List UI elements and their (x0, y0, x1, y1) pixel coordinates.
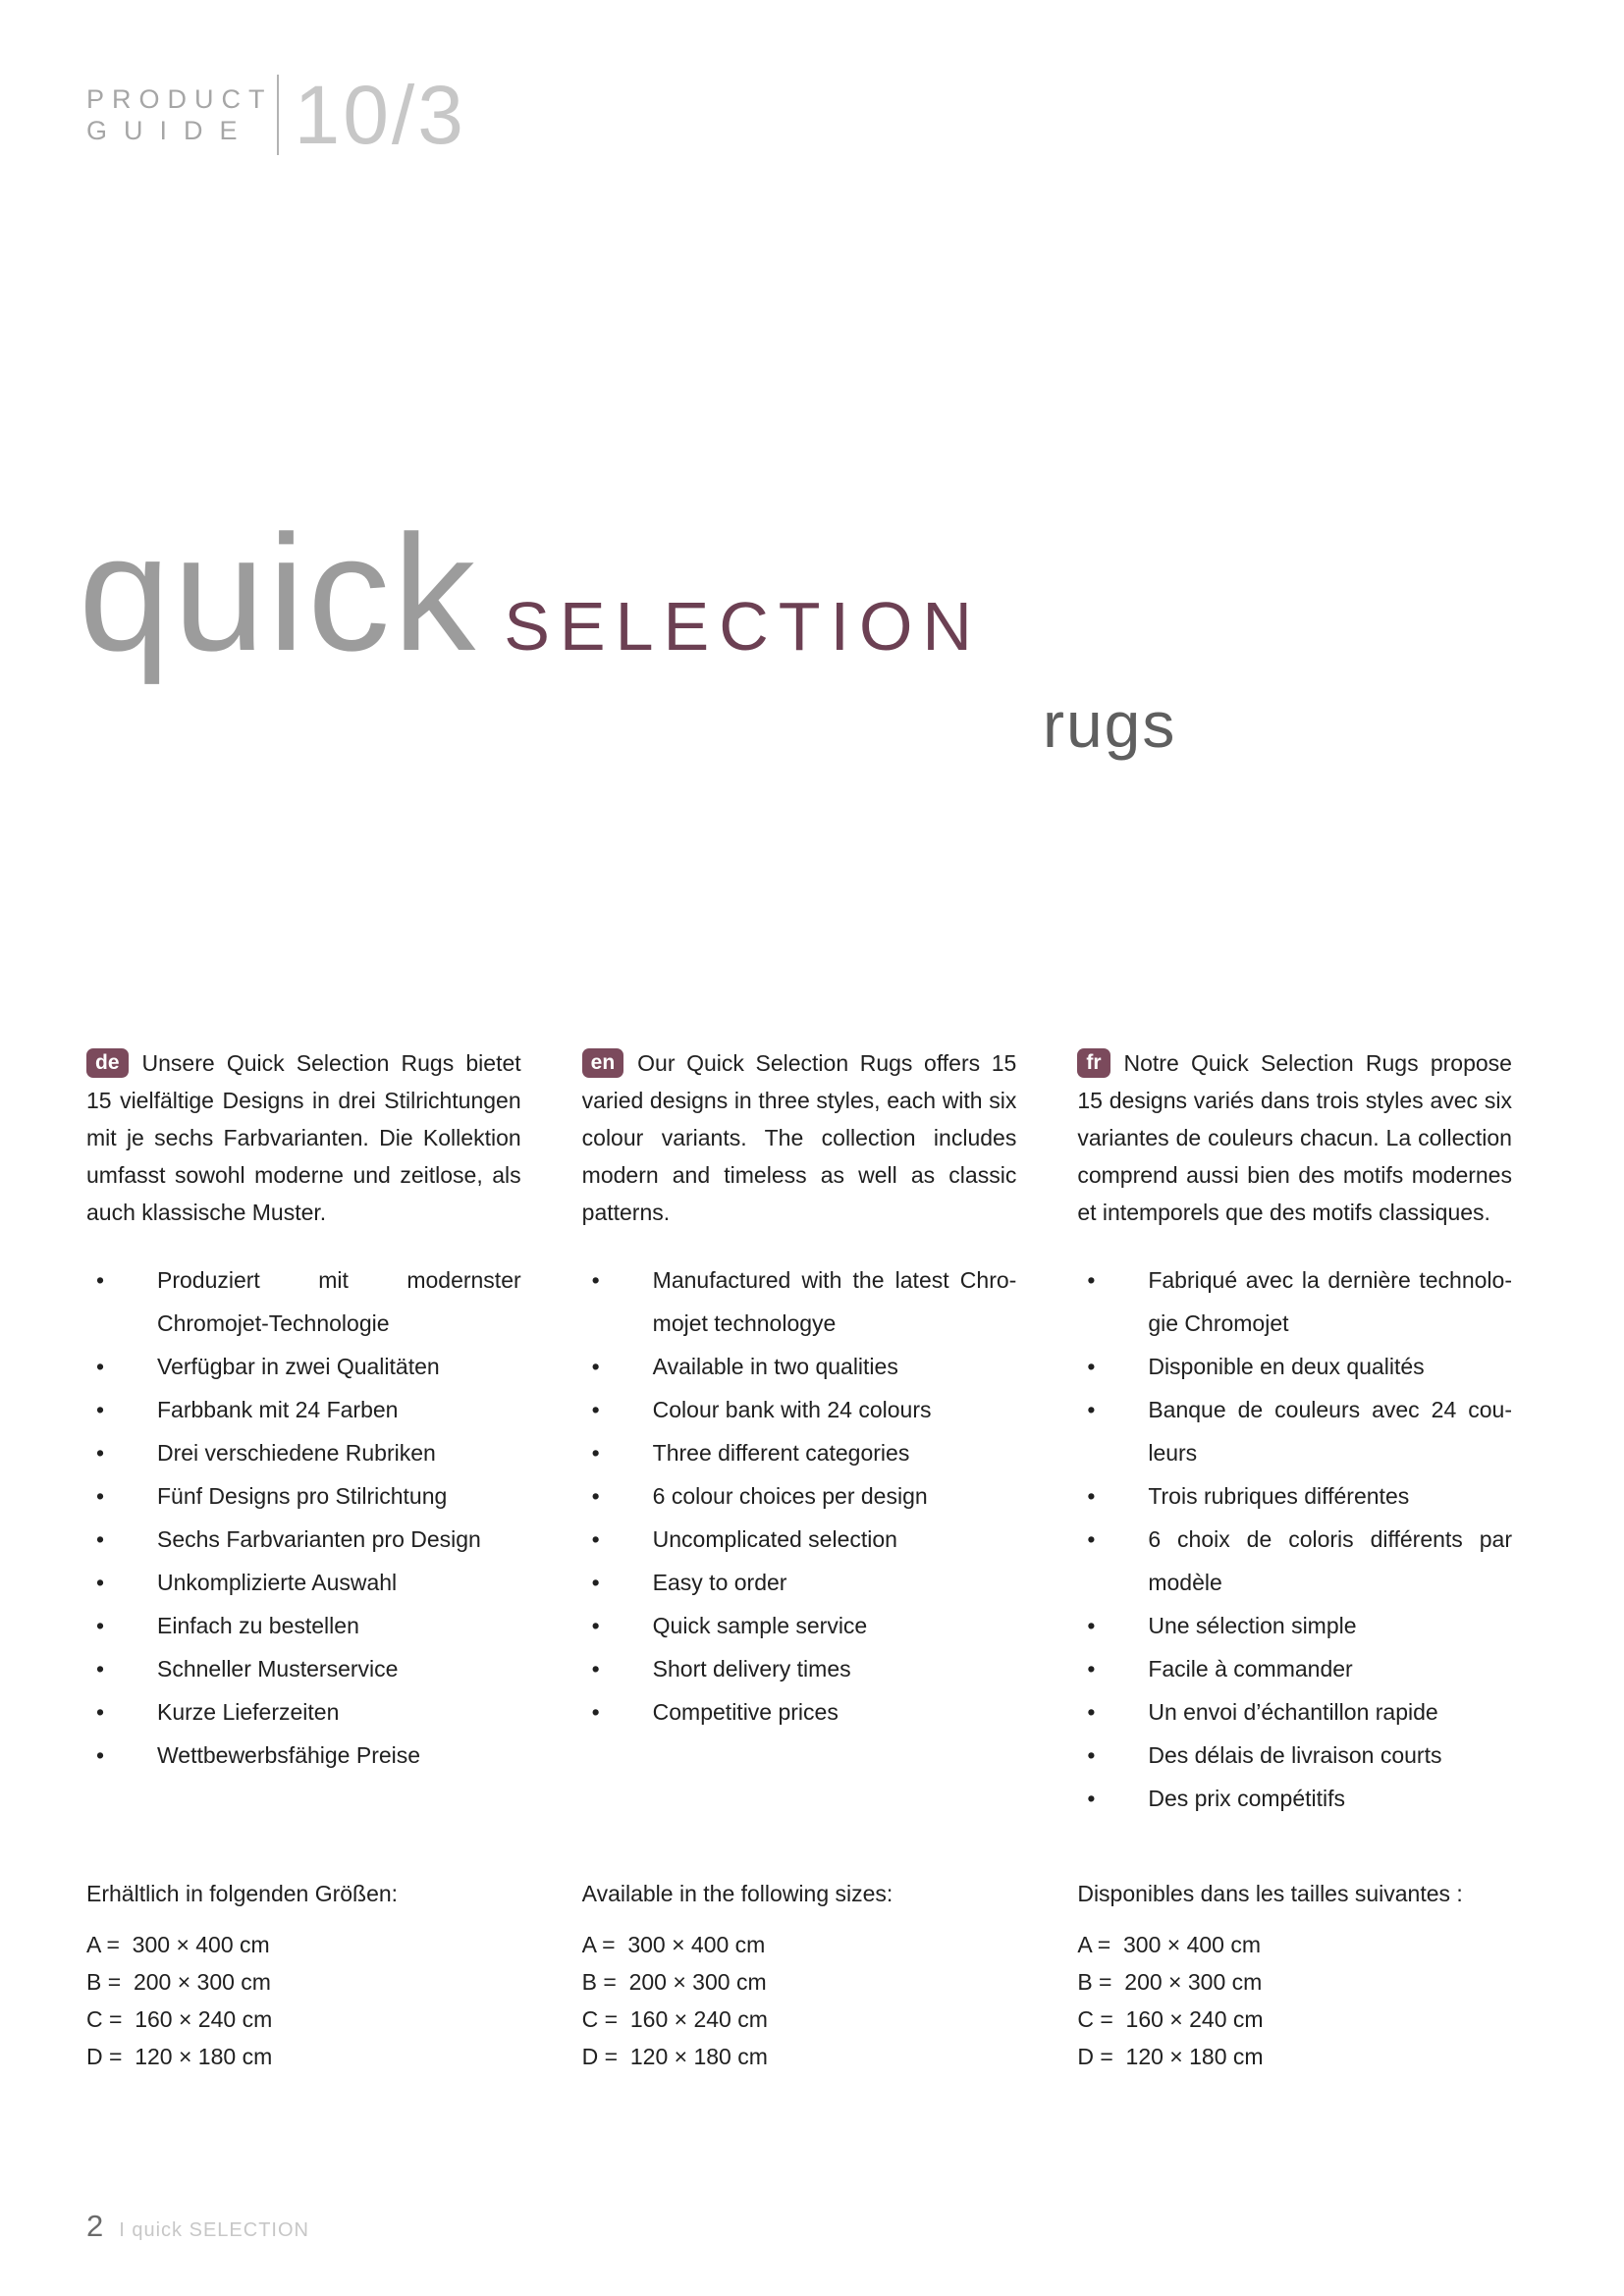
bullet-item: • Fabriqué avec la dernière technologie Chromojet (1077, 1258, 1512, 1345)
size-line: D = 120 × 180 cm (1077, 2044, 1264, 2069)
brand-logo (86, 69, 466, 161)
size-line: A = 300 × 400 cm (86, 1932, 270, 1957)
feature-list-fr (1077, 1258, 1512, 1820)
page-footer (86, 2209, 309, 2244)
feature-list-en (582, 1258, 1017, 1734)
page-title (79, 503, 982, 684)
sizes-heading-fr: Disponibles dans les tailles suivantes : (1077, 1881, 1463, 1906)
bullet-item: • Kurze Lieferzeiten (86, 1690, 521, 1734)
sizes-block-en (582, 1875, 1017, 2075)
title-word-quick: quick (79, 501, 479, 685)
language-columns (86, 1044, 1512, 2075)
column-en (582, 1044, 1017, 1820)
size-line: D = 120 × 180 cm (581, 2044, 768, 2069)
bullet-item: • Colour bank with 24 colours (582, 1388, 1017, 1431)
language-badge-en: en (582, 1048, 624, 1078)
intro-text-en: Our Quick Selection Rugs offers 15 varied designs in three styles, each with six colour variants. The collection includes modern and timeless as well as classic patterns. (581, 1050, 1017, 1225)
page-number: 2 (86, 2209, 104, 2243)
sizes-block-fr (1077, 1875, 1512, 2075)
title-word-selection: SELECTION (504, 588, 982, 665)
brand-divider (277, 75, 279, 155)
brand-line2: GUIDE (86, 116, 254, 145)
language-badge-de: de (86, 1048, 129, 1078)
brand-issue-number: 10/3 (294, 69, 466, 161)
size-line: A = 300 × 400 cm (1077, 1932, 1262, 1957)
size-line: B = 200 × 300 cm (1077, 1969, 1263, 1995)
brand-line1: PRODUCT (86, 84, 273, 114)
bullet-item: • 6 colour choices per design (582, 1474, 1017, 1518)
bullet-item: • Banque de couleurs avec 24 couleurs (1077, 1388, 1512, 1474)
bullet-item: • Une sélection simple (1077, 1604, 1512, 1647)
bullet-item: • Disponible en deux qualités (1077, 1345, 1512, 1388)
size-line: B = 200 × 300 cm (581, 1969, 767, 1995)
feature-list-de (86, 1258, 521, 1777)
bullet-item: • Short delivery times (582, 1647, 1017, 1690)
brand-wordmark (86, 83, 273, 146)
intro-paragraph-en (582, 1044, 1017, 1231)
footer-label: I quick SELECTION (119, 2219, 309, 2241)
intro-paragraph-fr (1077, 1044, 1512, 1231)
size-line: C = 160 × 240 cm (581, 2006, 768, 2032)
bullet-item: • Quick sample service (582, 1604, 1017, 1647)
bullet-item: • Einfach zu bestellen (86, 1604, 521, 1647)
bullet-item: • Unkomplizierte Auswahl (86, 1561, 521, 1604)
bullet-item: • Trois rubriques différentes (1077, 1474, 1512, 1518)
bullet-item: • Des délais de livraison courts (1077, 1734, 1512, 1777)
bullet-item: • Fünf Designs pro Stilrichtung (86, 1474, 521, 1518)
language-badge-fr: fr (1077, 1048, 1110, 1078)
sizes-block-de (86, 1875, 521, 2075)
bullet-item: • Verfügbar in zwei Qualitäten (86, 1345, 521, 1388)
intro-paragraph-de (86, 1044, 521, 1231)
bullet-item: • Manufactured with the latest Chromojet technologye (582, 1258, 1017, 1345)
bullet-item: • Produziert mit modernster Chromojet-Technologie (86, 1258, 521, 1345)
sizes-heading-en: Available in the following sizes: (581, 1881, 893, 1906)
size-line: D = 120 × 180 cm (86, 2044, 273, 2069)
column-fr (1077, 1044, 1512, 1820)
bullet-item: • Un envoi d’échantillon rapide (1077, 1690, 1512, 1734)
bullet-item: • Three different categories (582, 1431, 1017, 1474)
intro-text-fr: Notre Quick Selection Rugs propose 15 designs variés dans trois styles avec six variantes de couleurs chacun. La collection comprend aussi bien des motifs modernes et intemporels que des motifs classiques. (1077, 1050, 1512, 1225)
intro-text-de: Unsere Quick Selection Rugs bietet 15 vielfältige Designs in drei Stilrichtungen mit je sechs Farbvarianten. Die Kollektion umfasst sowohl moderne und zeitlose, als auch klassische Muster. (86, 1050, 521, 1225)
bullet-item: • Facile à commander (1077, 1647, 1512, 1690)
bullet-item: • Wettbewerbsfähige Preise (86, 1734, 521, 1777)
bullet-item: • 6 choix de coloris différents par modèle (1077, 1518, 1512, 1604)
sizes-heading-de: Erhältlich in folgenden Größen: (86, 1881, 399, 1906)
bullet-item: • Des prix compétitifs (1077, 1777, 1512, 1820)
title-word-rugs: rugs (1043, 688, 1177, 761)
bullet-item: • Schneller Musterservice (86, 1647, 521, 1690)
size-line: C = 160 × 240 cm (1077, 2006, 1264, 2032)
size-line: C = 160 × 240 cm (86, 2006, 273, 2032)
column-de (86, 1044, 521, 1820)
size-line: A = 300 × 400 cm (581, 1932, 766, 1957)
size-line: B = 200 × 300 cm (86, 1969, 271, 1995)
bullet-item: • Drei verschiedene Rubriken (86, 1431, 521, 1474)
bullet-item: • Competitive prices (582, 1690, 1017, 1734)
bullet-item: • Available in two qualities (582, 1345, 1017, 1388)
bullet-item: • Uncomplicated selection (582, 1518, 1017, 1561)
bullet-item: • Sechs Farbvarianten pro Design (86, 1518, 521, 1561)
bullet-item: • Easy to order (582, 1561, 1017, 1604)
bullet-item: • Farbbank mit 24 Farben (86, 1388, 521, 1431)
